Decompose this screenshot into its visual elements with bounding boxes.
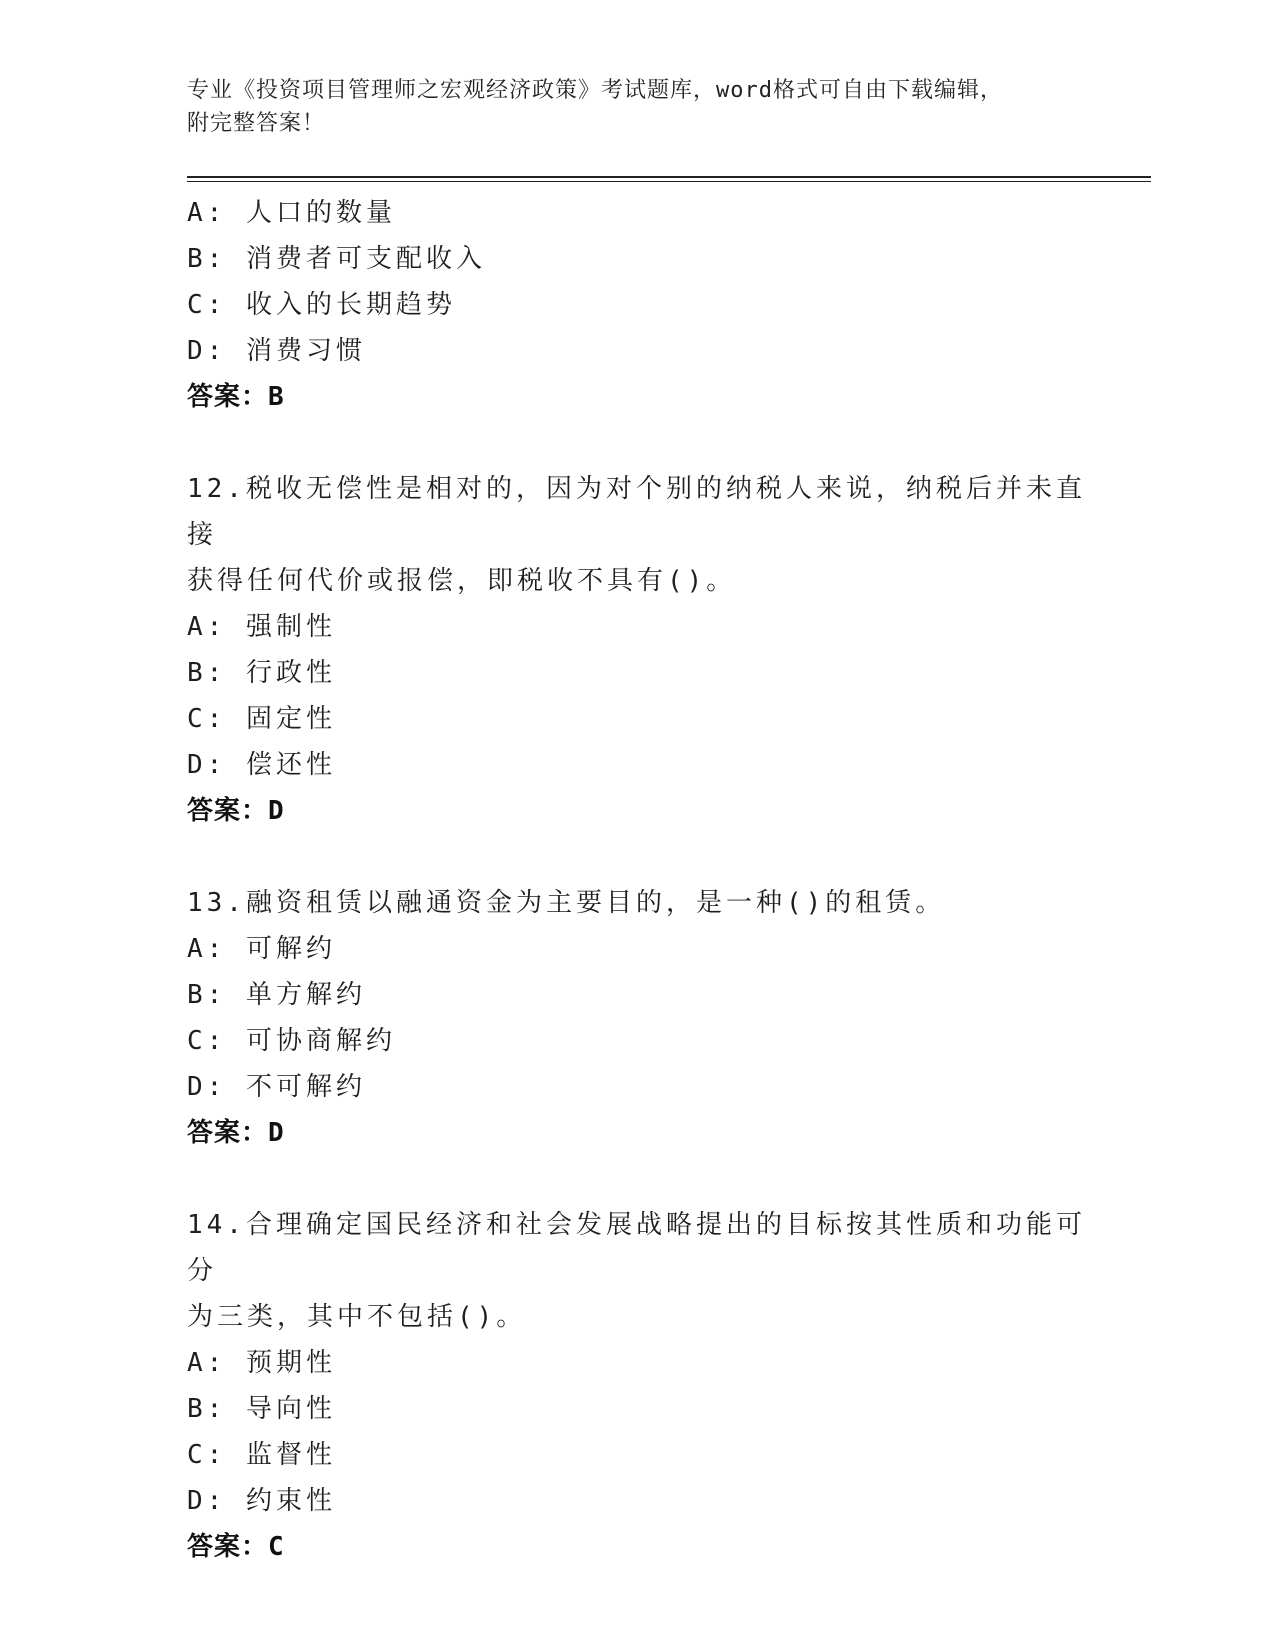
header-line-1: 专业《投资项目管理师之宏观经济政策》考试题库，word格式可自由下载编辑， [187,78,1003,103]
option-a: A: 人口的数量 [187,198,396,228]
answer-line [187,788,1087,834]
question-list [187,190,1087,1570]
option-a: A: 可解约 [187,934,336,964]
option-a: A: 预期性 [187,1348,336,1378]
question-stem-line-1: 12.税收无偿性是相对的，因为对个别的纳税人来说，纳税后并未直接 [187,474,1086,550]
answer-label: 答案： [187,1532,269,1562]
answer-line [187,374,1087,420]
spacer [187,420,1087,466]
answer-value: D [268,1118,285,1148]
header-divider-thick [187,176,1151,178]
question-stem-line-2: 为三类，其中不包括()。 [187,1302,527,1332]
option-d: D: 偿还性 [187,750,336,780]
question-stem-line-2: 获得任何代价或报偿，即税收不具有()。 [187,566,737,596]
option-d: D: 消费习惯 [187,336,366,366]
option-c: C: 收入的长期趋势 [187,290,456,320]
answer-label: 答案： [187,796,269,826]
option-d: D: 约束性 [187,1486,336,1516]
question-13 [187,880,1087,1156]
option-c: C: 可协商解约 [187,1026,396,1056]
spacer [187,1156,1087,1202]
question-12 [187,466,1087,834]
spacer [187,834,1087,880]
option-a: A: 强制性 [187,612,336,642]
question-11 [187,190,1087,420]
document-header [187,74,1087,140]
option-b: B: 消费者可支配收入 [187,244,486,274]
header-divider-thin [187,181,1151,182]
header-line-2: 附完整答案！ [187,111,326,136]
option-b: B: 导向性 [187,1394,336,1424]
option-b: B: 单方解约 [187,980,366,1010]
answer-value: B [268,382,285,412]
answer-value: C [268,1532,285,1562]
question-stem-line-1: 14.合理确定国民经济和社会发展战略提出的目标按其性质和功能可分 [187,1210,1086,1286]
option-d: D: 不可解约 [187,1072,366,1102]
question-14 [187,1202,1087,1570]
option-c: C: 固定性 [187,704,336,734]
option-b: B: 行政性 [187,658,336,688]
answer-label: 答案： [187,1118,269,1148]
answer-value: D [268,796,285,826]
question-stem-line-1: 13.融资租赁以融通资金为主要目的，是一种()的租赁。 [187,888,946,918]
option-c: C: 监督性 [187,1440,336,1470]
answer-line [187,1524,1087,1570]
answer-line [187,1110,1087,1156]
answer-label: 答案： [187,382,269,412]
